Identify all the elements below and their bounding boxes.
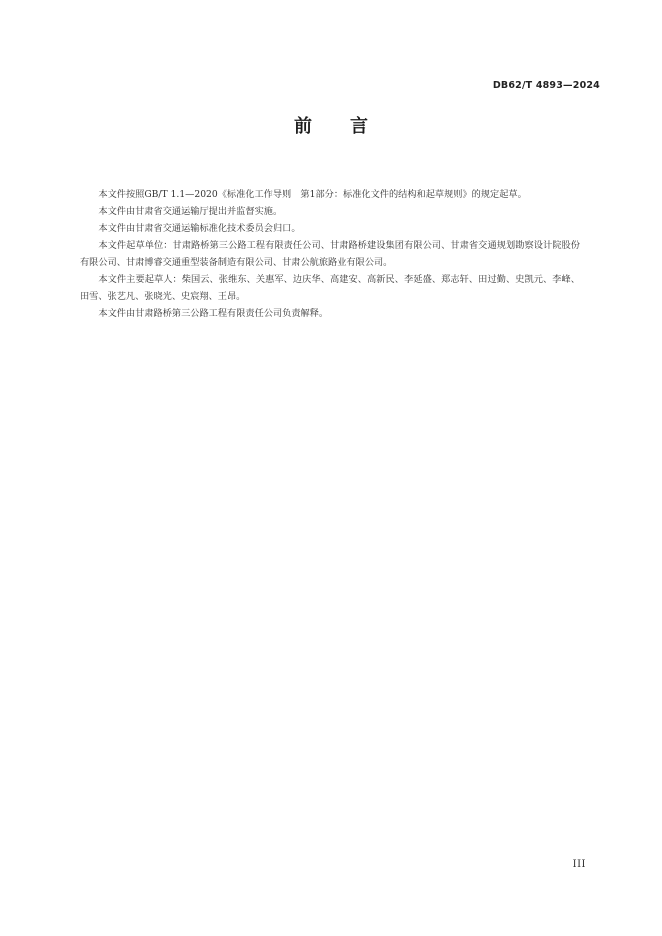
paragraph-interpretation: 本文件由甘肃路桥第三公路工程有限责任公司负责解释。	[98, 308, 329, 319]
paragraph-centralized-unit: 本文件由甘肃省交通运输标准化技术委员会归口。	[98, 223, 301, 234]
paragraph-proposer: 本文件由甘肃省交通运输厅提出并监督实施。	[98, 206, 283, 217]
paragraph-drafting-basis: 本文件按照GB/T 1.1—2020《标准化工作导则 第1部分：标准化文件的结构和起草规则》的规定起草。	[98, 189, 527, 200]
page-title	[0, 112, 662, 138]
page-title-char-2: 言	[350, 116, 368, 137]
document-code: DB62/T 4893—2024	[492, 80, 600, 91]
page-title-char-1: 前	[294, 116, 312, 137]
page-number: III	[572, 859, 586, 870]
foreword-body	[80, 186, 580, 322]
paragraph-drafting-units: 本文件起草单位：甘肃路桥第三公路工程有限责任公司、甘肃路桥建设集团有限公司、甘肃省交通规划勘察设计院股份有限公司、甘肃博睿交通重型装备制造有限公司、甘肃公航旅路业有限公司。	[80, 240, 580, 268]
paragraph-drafters: 本文件主要起草人：柴国云、张维东、关惠军、边庆华、高建安、高新民、李延盛、郑志轩、田过勤、史凯元、李峰、田雪、张艺凡、张晓光、史宸翔、王昂。	[80, 274, 580, 302]
